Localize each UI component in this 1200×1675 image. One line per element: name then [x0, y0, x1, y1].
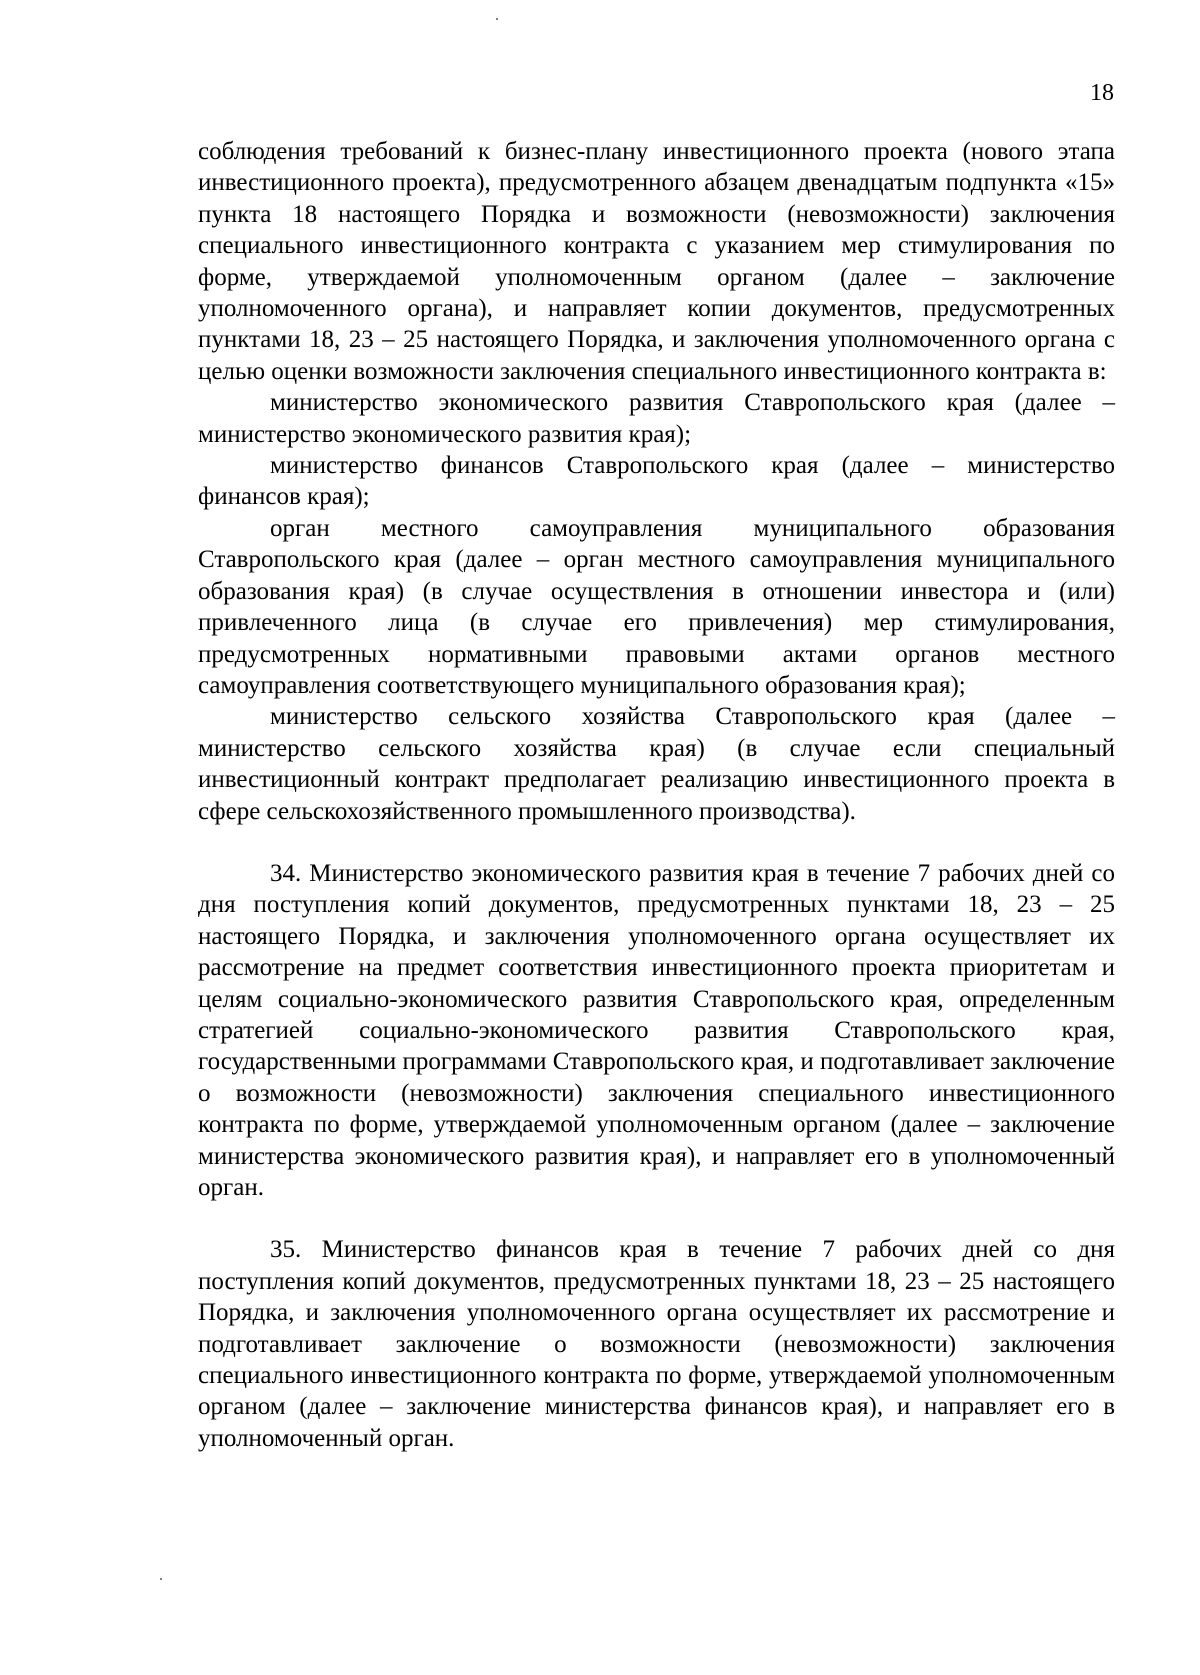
page-number: 18 [1090, 80, 1114, 106]
scan-speck [160, 1578, 162, 1580]
paragraph-continuation: соблюдения требований к бизнес-плану инвестиционного проекта (нового этапа инвестиционного проекта), предусмотренного абзацем двенадцатым подпункта «15» пункта 18 настоящего Порядка и возможности (невозможности) заключения специального инвестиционного контракта с указанием мер стимулирования по форме, утверждаемой уполномоченным органом (далее – заключение уполномоченного органа), и направляет копии документов, предусмотренных пунктами 18, 23 – 25 настоящего Порядка, и заключения уполномоченного органа с целью оценки возможности заключения специального инвестиционного контракта в: [198, 138, 1115, 385]
document-body [198, 136, 1115, 1454]
clause-34: 34. Министерство экономического развития края в течение 7 рабочих дней со дня поступления копий документов, предусмотренных пунктами 18, 23 – 25 настоящего Порядка, и заключения уполномоченного органа осуществляет их рассмотрение на предмет соответствия инвестиционного проекта приоритетам и целям социально-экономического развития Ставропольского края, определенным стратегией социально-экономического развития Ставропольского края, государственными программами Ставропольского края, и подготавливает заключение о возможности (невозможности) заключения специального инвестиционного контракта по форме, утверждаемой уполномоченным органом (далее – заключение министерства экономического развития края), и направляет его в уполномоченный орган. [198, 859, 1115, 1201]
scan-speck [496, 18, 498, 20]
list-item-local-government: орган местного самоуправления муниципального образования Ставропольского края (далее – орган местного самоуправления муниципального образования края) (в случае осуществления в отношении инвестора и (или) привлеченного лица (в случае его привлечения) мер стимулирования, предусмотренных нормативными правовыми актами органов местного самоуправления соответствующего муниципального образования края); [198, 514, 1115, 699]
list-item-ministry-agriculture: министерство сельского хозяйства Ставропольского края (далее – министерство сельского хозяйства края) (в случае если специальный инвестиционный контракт предполагает реализацию инвестиционного проекта в сфере сельскохозяйственного промышленного производства). [198, 703, 1115, 825]
list-item-ministry-economic-development: министерство экономического развития Ставропольского края (далее – министерство экономического развития края); [198, 389, 1115, 448]
list-item-ministry-finance: министерство финансов Ставропольского края (далее – министерство финансов края); [198, 452, 1115, 511]
clause-35: 35. Министерство финансов края в течение 7 рабочих дней со дня поступления копий документов, предусмотренных пунктами 18, 23 – 25 настоящего Порядка, и заключения уполномоченного органа осуществляет их рассмотрение и подготавливает заключение о возможности (невозможности) заключения специального инвестиционного контракта по форме, утверждаемой уполномоченным органом (далее – заключение министерства финансов края), и направляет его в уполномоченный орган. [198, 1236, 1115, 1452]
